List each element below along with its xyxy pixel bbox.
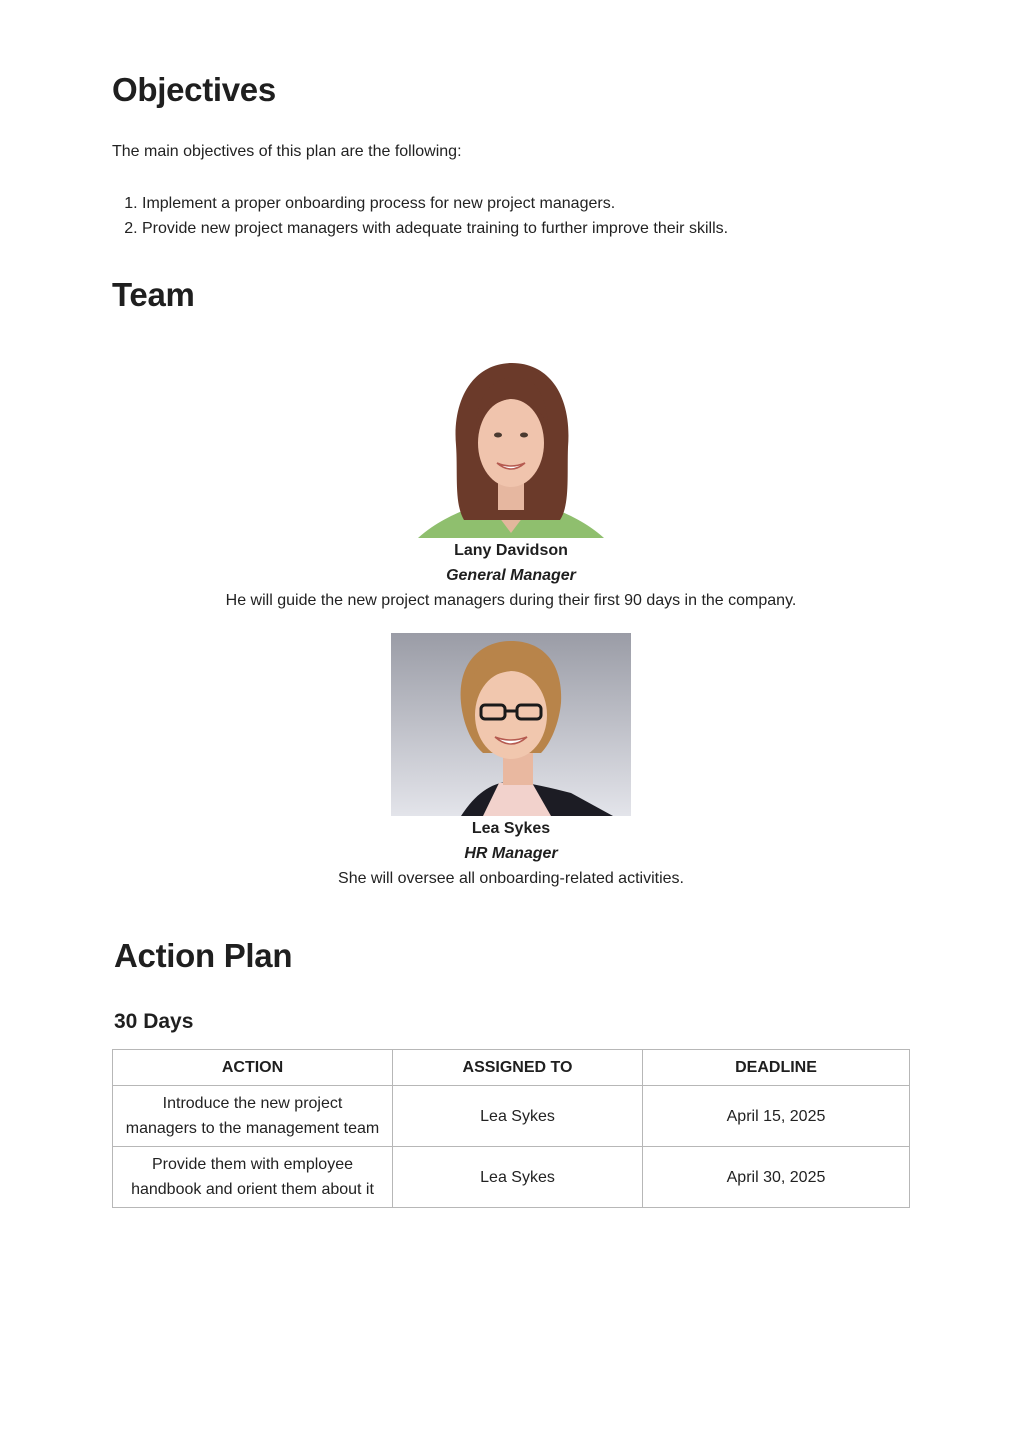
action-plan-heading: Action Plan bbox=[114, 937, 293, 974]
table-row bbox=[113, 1147, 910, 1208]
cell-deadline: April 30, 2025 bbox=[643, 1147, 910, 1208]
table-header-row bbox=[113, 1050, 910, 1086]
cell-assigned-to: Lea Sykes bbox=[393, 1086, 643, 1147]
team-heading: Team bbox=[112, 276, 195, 313]
list-item: 2. Provide new project managers with adequate training to further improve their skills. bbox=[142, 216, 728, 241]
member-name: Lany Davidson bbox=[454, 542, 568, 559]
member-role: HR Manager bbox=[464, 845, 558, 862]
objectives-list bbox=[112, 191, 728, 241]
member-name: Lea Sykes bbox=[471, 820, 551, 837]
member-description: He will guide the new project managers during their first 90 days in the company. bbox=[225, 592, 797, 609]
column-header-deadline: DEADLINE bbox=[643, 1050, 910, 1086]
cell-deadline: April 15, 2025 bbox=[643, 1086, 910, 1147]
list-item: 1. Implement a proper onboarding process for new project managers. bbox=[142, 191, 728, 216]
member-photo-lany-davidson bbox=[418, 355, 604, 538]
action-plan-table bbox=[112, 1049, 910, 1208]
column-header-action: ACTION bbox=[113, 1050, 393, 1086]
table-row bbox=[113, 1086, 910, 1147]
team-member-card bbox=[112, 355, 910, 613]
action-plan-subheading: 30 Days bbox=[114, 1010, 194, 1033]
objectives-intro: The main objectives of this plan are the following: bbox=[112, 143, 462, 160]
cell-action: Introduce the new project managers to the management team bbox=[113, 1086, 393, 1147]
team-member-card bbox=[112, 633, 910, 891]
member-photo-lea-sykes bbox=[391, 633, 631, 816]
cell-assigned-to: Lea Sykes bbox=[393, 1147, 643, 1208]
objectives-heading: Objectives bbox=[112, 71, 276, 108]
member-description: She will oversee all onboarding-related activities. bbox=[338, 870, 684, 887]
column-header-assigned-to: ASSIGNED TO bbox=[393, 1050, 643, 1086]
member-role: General Manager bbox=[446, 567, 576, 584]
cell-action: Provide them with employee handbook and orient them about it bbox=[113, 1147, 393, 1208]
